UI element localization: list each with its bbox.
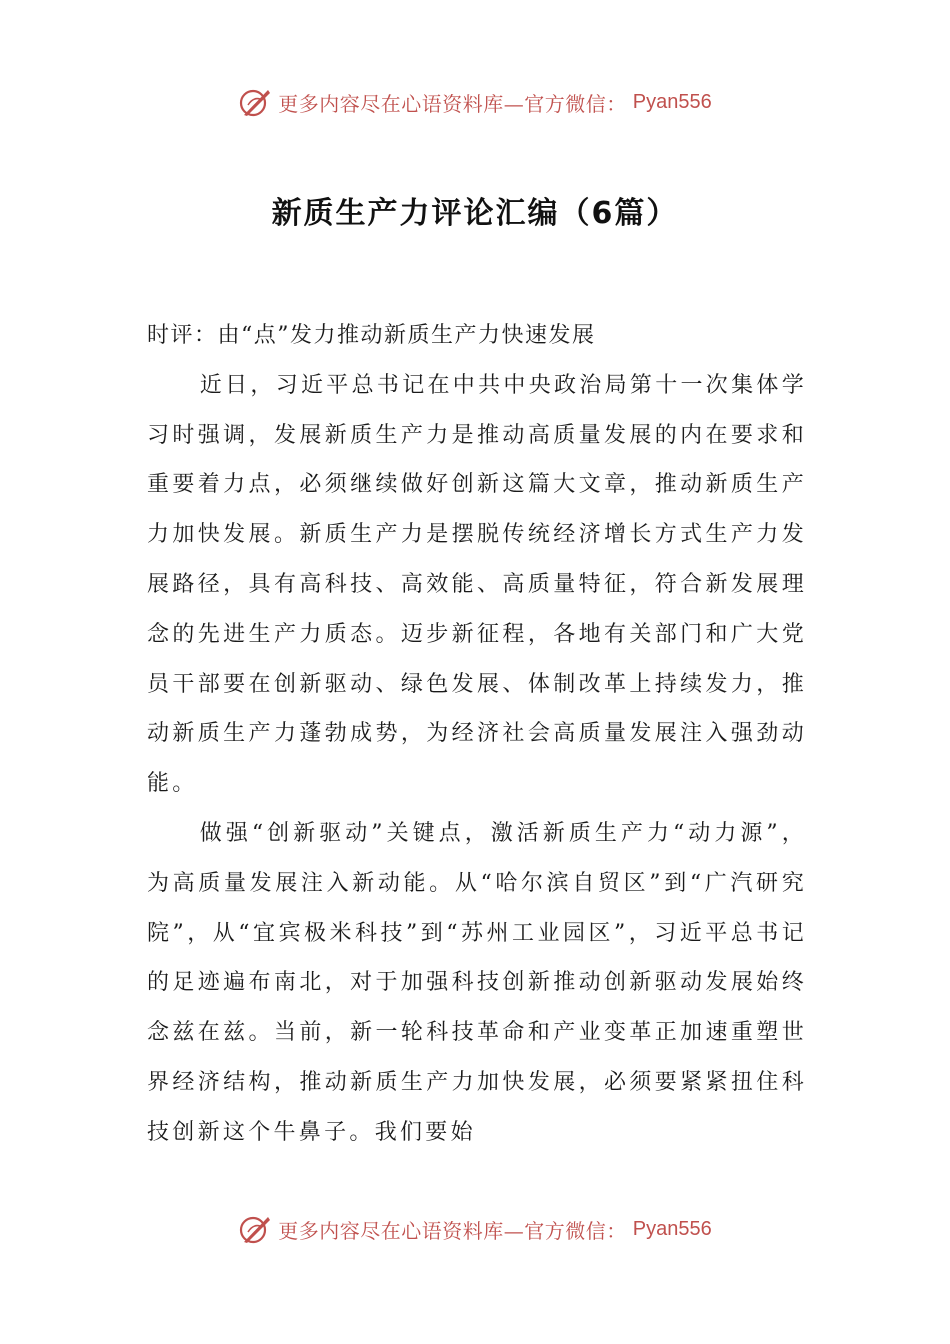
- watermark-wechat-id: Pyan556: [632, 90, 712, 113]
- watermark-wechat-id: Pyan556: [632, 1217, 712, 1240]
- document-body: [147, 311, 807, 1158]
- document-title: 新质生产力评论汇编（6篇）: [271, 196, 679, 232]
- pen-logo-icon: [238, 1212, 272, 1246]
- footer-watermark: [0, 1207, 950, 1251]
- article-subtitle: 时评：由“点”发力推动新质生产力快速发展: [147, 323, 596, 348]
- watermark-text: 更多内容尽在心语资料库—官方微信：: [278, 1218, 627, 1243]
- header-watermark: [0, 80, 950, 124]
- paragraph-1: 近日，习近平总书记在中共中央政治局第十一次集体学习时强调，发展新质生产力是推动高质量发展的内在要求和重要着力点，必须继续做好创新这篇大文章，推动新质生产力加快发展。新质生产力是摆脱传统经济增长方式生产力发展路径，具有高科技、高效能、高质量特征，符合新发展理念的先进生产力质态。迈步新征程，各地有关部门和广大党员干部要在创新驱动、绿色发展、体制改革上持续发力，推动新质生产力蓬勃成势，为经济社会高质量发展注入强劲动能。: [147, 372, 807, 797]
- watermark-text: 更多内容尽在心语资料库—官方微信：: [278, 91, 627, 116]
- pen-logo-icon: [238, 85, 272, 119]
- paragraph-2: 做强“创新驱动”关键点，激活新质生产力“动力源”，为高质量发展注入新动能。从“哈尔滨自贸区”到“广汽研究院”，从“宜宾极米科技”到“苏州工业园区”，习近平总书记的足迹遍布南北，对于加强科技创新推动创新驱动发展始终念兹在兹。当前，新一轮科技革命和产业变革正加速重塑世界经济结构，推动新质生产力加快发展，必须要紧紧扭住科技创新这个牛鼻子。我们要始: [147, 820, 807, 1145]
